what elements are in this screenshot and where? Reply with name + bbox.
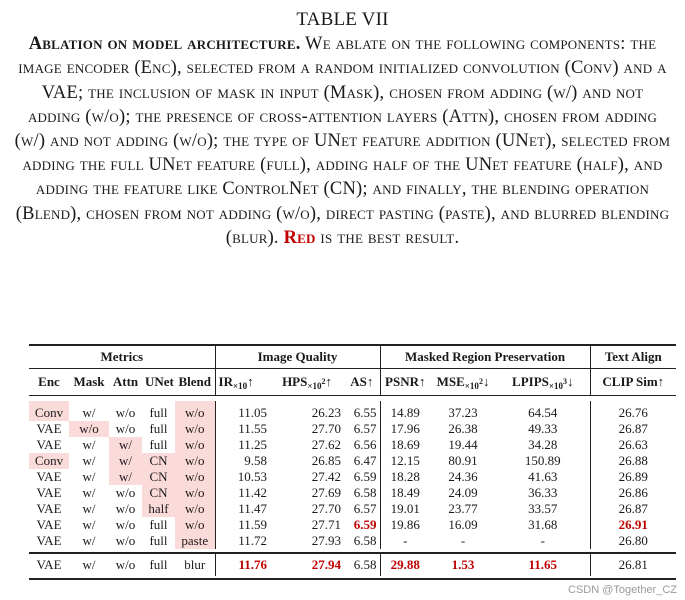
cell-mse: - bbox=[460, 533, 466, 548]
cell-enc: VAE bbox=[36, 517, 62, 532]
cell-attn: w/o bbox=[115, 421, 136, 436]
cell-attn: w/ bbox=[109, 469, 142, 485]
cell-clip: 26.89 bbox=[590, 469, 676, 485]
cell-clip: 26.80 bbox=[590, 533, 676, 549]
cell-psnr: 17.96 bbox=[380, 421, 430, 437]
col-mse: $MSE_{\times 10^2}↓$ bbox=[430, 369, 496, 396]
cell-as: 6.59 bbox=[353, 469, 377, 484]
cell-unet: half bbox=[142, 501, 175, 517]
cell-mask: w/ bbox=[82, 405, 96, 420]
cell-ir: 11.25 bbox=[215, 437, 270, 453]
cell-ir: 10.53 bbox=[215, 469, 270, 485]
col-enc: Enc bbox=[29, 369, 69, 396]
cell-clip: 26.88 bbox=[590, 453, 676, 469]
cell-ir: 11.59 bbox=[215, 517, 270, 533]
cell-attn: w/o bbox=[115, 517, 136, 532]
cell-blend: paste bbox=[175, 533, 215, 549]
cell-mse: 23.77 bbox=[448, 501, 478, 516]
cell-psnr: 18.28 bbox=[380, 469, 430, 485]
cell-lpips: 31.68 bbox=[528, 517, 558, 532]
cell-psnr: 19.01 bbox=[380, 501, 430, 517]
cell-as: 6.58 bbox=[353, 557, 377, 572]
cell-mse: 26.38 bbox=[448, 421, 478, 436]
cell-lpips: 36.33 bbox=[528, 485, 558, 500]
cell-blend: w/o bbox=[175, 485, 215, 501]
cell-clip: 26.86 bbox=[590, 485, 676, 501]
cell-psnr: 19.86 bbox=[380, 517, 430, 533]
cell-ir: 11.55 bbox=[215, 421, 270, 437]
col-hps: $HPS_{\times 10^2}↑$ bbox=[270, 369, 344, 396]
table-row-final bbox=[29, 553, 676, 576]
cell-lpips: - bbox=[540, 533, 545, 548]
cell-as: 6.57 bbox=[353, 421, 377, 436]
cell-enc: VAE bbox=[36, 485, 62, 500]
cell-unet: CN bbox=[142, 453, 175, 469]
cell-mse: 24.09 bbox=[448, 485, 478, 500]
cell-mse: 16.09 bbox=[448, 517, 478, 532]
cell-psnr: 14.89 bbox=[380, 401, 430, 421]
cell-as: 6.59 bbox=[353, 517, 377, 532]
cell-clip: 26.87 bbox=[590, 501, 676, 517]
col-lpips: $LPIPS_{\times 10^3}↓$ bbox=[496, 369, 590, 396]
cell-mask: w/ bbox=[82, 533, 96, 548]
table-caption bbox=[14, 8, 671, 250]
cell-mask: w/ bbox=[82, 453, 96, 468]
cell-hps: 27.93 bbox=[311, 533, 342, 548]
cell-blend: w/o bbox=[175, 501, 215, 517]
cell-mask: w/ bbox=[82, 437, 96, 452]
cell-unet: full bbox=[149, 437, 168, 452]
table-row bbox=[29, 421, 676, 437]
cell-lpips: 49.33 bbox=[528, 421, 558, 436]
cell-ir: 11.05 bbox=[215, 401, 270, 421]
col-ir: $IR_{\times 10}↑$ bbox=[215, 369, 270, 396]
cell-lpips: 150.89 bbox=[524, 453, 561, 468]
cell-clip: 26.91 bbox=[590, 517, 676, 533]
cell-hps: 27.62 bbox=[311, 437, 342, 452]
cell-attn: w/o bbox=[115, 557, 136, 572]
watermark: CSDN @Together_CZ bbox=[568, 584, 677, 596]
column-header-row bbox=[29, 369, 676, 396]
cell-ir: 9.58 bbox=[215, 453, 270, 469]
cell-blend: w/o bbox=[175, 401, 215, 421]
bottom-spacer bbox=[29, 576, 676, 579]
cell-mask: w/ bbox=[82, 485, 96, 500]
cell-enc: VAE bbox=[36, 557, 62, 572]
cell-mse: 24.36 bbox=[448, 469, 478, 484]
cell-enc: VAE bbox=[36, 437, 62, 452]
cell-as: 6.58 bbox=[353, 485, 377, 500]
table-row bbox=[29, 401, 676, 421]
cell-hps: 27.42 bbox=[311, 469, 342, 484]
cell-clip: 26.81 bbox=[590, 553, 676, 576]
cell-lpips: 64.54 bbox=[528, 405, 558, 420]
group-header-row bbox=[29, 346, 676, 369]
cell-enc: VAE bbox=[36, 501, 62, 516]
cell-attn: w/o bbox=[115, 485, 136, 500]
cell-psnr: 12.15 bbox=[380, 453, 430, 469]
cell-enc: VAE bbox=[36, 469, 62, 484]
cell-unet: full bbox=[149, 517, 168, 532]
cell-lpips: 33.57 bbox=[528, 501, 558, 516]
cell-enc: VAE bbox=[36, 421, 62, 436]
cell-attn: w/o bbox=[115, 501, 136, 516]
group-image-quality: Image Quality bbox=[215, 346, 380, 369]
col-blend: Blend bbox=[175, 369, 215, 396]
cell-attn: w/ bbox=[109, 437, 142, 453]
cell-hps: 26.23 bbox=[311, 405, 342, 420]
col-unet: UNet bbox=[142, 369, 175, 396]
cell-as: 6.57 bbox=[353, 501, 377, 516]
cell-as: 6.58 bbox=[353, 533, 377, 548]
cell-mask: w/ bbox=[82, 517, 96, 532]
caption-red-word: Red bbox=[283, 227, 316, 248]
bottom-rule bbox=[29, 576, 676, 579]
cell-mask: w/ bbox=[82, 469, 96, 484]
cell-lpips: 34.28 bbox=[528, 437, 558, 452]
cell-psnr: 29.88 bbox=[380, 553, 430, 576]
group-masked-region: Masked Region Preservation bbox=[380, 346, 590, 369]
cell-mask: w/ bbox=[82, 557, 96, 572]
cell-mask: w/ bbox=[82, 501, 96, 516]
cell-hps: 27.69 bbox=[311, 485, 342, 500]
cell-blend: w/o bbox=[175, 453, 215, 469]
cell-hps: 26.85 bbox=[311, 453, 342, 468]
cell-hps: 27.94 bbox=[311, 557, 342, 572]
table-number: TABLE VII bbox=[296, 9, 389, 30]
caption-body: We ablate on the following components: the image encoder (Enc), selected from a random initialized convolution (Conv) and a VAE; the inclusion of mask in input (Mask), chosen from adding (w/) and not adding (w/o); the presence of cross-attention layers (Attn), chosen from adding (w/) and not adding (w/o); the type of UNet feature addition (UNet), selected from adding the full UNet feature (full), adding half of the UNet feature (half), and adding the feature like ControlNet (CN); and finally, the blending operation (Blend), chosen from not adding (w/o), direct pasting (paste), and blurred blending (blur). bbox=[14, 34, 671, 248]
cell-enc: Conv bbox=[29, 401, 69, 421]
cell-unet: CN bbox=[142, 485, 175, 501]
group-text-align: Text Align bbox=[590, 346, 676, 369]
cell-unet: full bbox=[149, 421, 168, 436]
cell-psnr: 18.49 bbox=[380, 485, 430, 501]
table-row bbox=[29, 437, 676, 453]
cell-blend: blur bbox=[184, 557, 206, 572]
cell-ir: 11.72 bbox=[215, 533, 270, 549]
cell-ir: 11.42 bbox=[215, 485, 270, 501]
col-clip: CLIP Sim↑ bbox=[590, 369, 676, 396]
cell-unet: full bbox=[149, 557, 168, 572]
cell-as: 6.55 bbox=[353, 405, 377, 420]
cell-attn: w/o bbox=[115, 533, 136, 548]
ablation-table-container bbox=[29, 344, 676, 580]
cell-enc: Conv bbox=[29, 453, 69, 469]
cell-mse: 37.23 bbox=[448, 405, 478, 420]
cell-mse: 1.53 bbox=[451, 557, 475, 572]
table-row bbox=[29, 469, 676, 485]
cell-mask: w/o bbox=[69, 421, 109, 437]
cell-lpips: 11.65 bbox=[528, 557, 558, 572]
cell-attn: w/ bbox=[109, 453, 142, 469]
cell-clip: 26.63 bbox=[590, 437, 676, 453]
cell-unet: full bbox=[149, 533, 168, 548]
table-row bbox=[29, 453, 676, 469]
cell-unet: CN bbox=[142, 469, 175, 485]
ablation-table bbox=[29, 346, 676, 580]
col-mask: Mask bbox=[69, 369, 109, 396]
col-attn: Attn bbox=[109, 369, 142, 396]
caption-title: Ablation on model architecture. bbox=[28, 34, 301, 55]
cell-ir: 11.47 bbox=[215, 501, 270, 517]
cell-lpips: 41.63 bbox=[528, 469, 558, 484]
table-body bbox=[29, 396, 676, 580]
table-row bbox=[29, 517, 676, 533]
cell-as: 6.47 bbox=[353, 453, 377, 468]
cell-blend: w/o bbox=[175, 421, 215, 437]
cell-blend: w/o bbox=[175, 437, 215, 453]
cell-psnr: - bbox=[380, 533, 430, 549]
caption-end: is the best result. bbox=[315, 227, 460, 248]
cell-blend: w/o bbox=[175, 517, 215, 533]
cell-mse: 19.44 bbox=[448, 437, 478, 452]
cell-mse: 80.91 bbox=[448, 453, 478, 468]
table-row bbox=[29, 485, 676, 501]
cell-attn: w/o bbox=[115, 405, 136, 420]
cell-hps: 27.70 bbox=[311, 501, 342, 516]
col-psnr: PSNR↑ bbox=[380, 369, 430, 396]
cell-unet: full bbox=[149, 405, 168, 420]
cell-psnr: 18.69 bbox=[380, 437, 430, 453]
cell-as: 6.56 bbox=[353, 437, 377, 452]
cell-clip: 26.87 bbox=[590, 421, 676, 437]
cell-hps: 27.70 bbox=[311, 421, 342, 436]
cell-enc: VAE bbox=[36, 533, 62, 548]
group-metrics: Metrics bbox=[100, 349, 144, 364]
table-row bbox=[29, 533, 676, 549]
cell-hps: 27.71 bbox=[311, 517, 342, 532]
col-as: AS↑ bbox=[344, 369, 380, 396]
table-row bbox=[29, 501, 676, 517]
cell-ir: 11.76 bbox=[215, 553, 270, 576]
cell-blend: w/o bbox=[175, 469, 215, 485]
cell-clip: 26.76 bbox=[590, 401, 676, 421]
